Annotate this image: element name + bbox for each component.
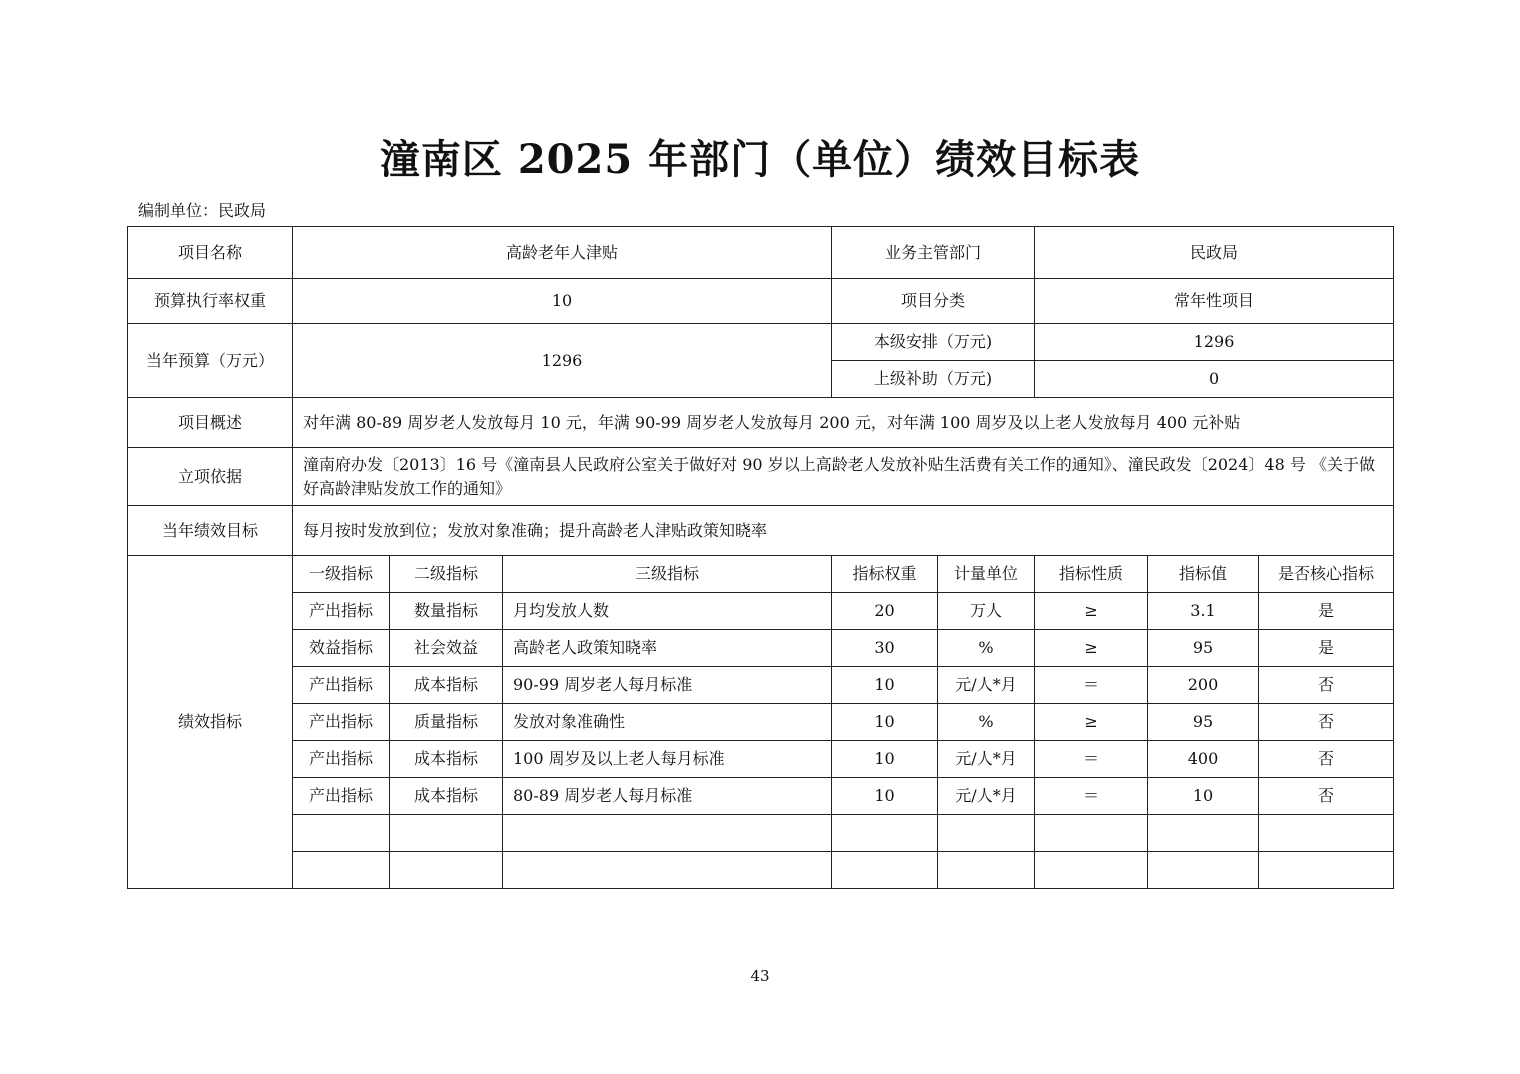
unit-cell: 元/人*月	[938, 741, 1035, 778]
level1-cell: 产出指标	[293, 704, 390, 741]
header-cell: 指标性质	[1035, 556, 1148, 593]
subsidy-label: 上级补助（万元)	[832, 361, 1035, 398]
nature-cell: ＝	[1035, 741, 1148, 778]
weight-cell: 10	[832, 778, 938, 815]
unit-cell: 元/人*月	[938, 667, 1035, 704]
performance-target-table	[127, 226, 1394, 889]
goal-value: 每月按时发放到位；发放对象准确；提升高龄老人津贴政策知晓率	[293, 506, 1394, 556]
table-row	[128, 667, 1394, 704]
level2-cell: 质量指标	[390, 704, 503, 741]
empty-cell	[293, 852, 390, 889]
exec-weight-label: 预算执行率权重	[128, 279, 293, 324]
page-number: 43	[750, 967, 770, 985]
core-cell: 否	[1259, 778, 1394, 815]
project-name-label: 项目名称	[128, 227, 293, 279]
local-budget-value: 1296	[1035, 324, 1394, 361]
table-row-empty	[128, 815, 1394, 852]
page-title: 潼南区 2025 年部门（单位）绩效目标表	[379, 136, 1141, 183]
budget-label: 当年预算（万元）	[128, 324, 293, 398]
table-row	[128, 778, 1394, 815]
unit-cell: 万人	[938, 593, 1035, 630]
nature-cell: ≥	[1035, 704, 1148, 741]
nature-cell: ≥	[1035, 593, 1148, 630]
table-row-empty	[128, 852, 1394, 889]
level2-cell: 成本指标	[390, 778, 503, 815]
empty-cell	[503, 815, 832, 852]
empty-cell	[1148, 815, 1259, 852]
table-row	[128, 704, 1394, 741]
subsidy-value: 0	[1035, 361, 1394, 398]
header-cell: 是否核心指标	[1259, 556, 1394, 593]
unit-cell: %	[938, 704, 1035, 741]
core-cell: 否	[1259, 667, 1394, 704]
weight-cell: 20	[832, 593, 938, 630]
table-row	[128, 741, 1394, 778]
empty-cell	[938, 852, 1035, 889]
empty-cell	[293, 815, 390, 852]
core-cell: 否	[1259, 704, 1394, 741]
overview-label: 项目概述	[128, 398, 293, 448]
dept-label: 业务主管部门	[832, 227, 1035, 279]
nature-cell: ＝	[1035, 667, 1148, 704]
weight-cell: 10	[832, 704, 938, 741]
level1-cell: 产出指标	[293, 778, 390, 815]
category-label: 项目分类	[832, 279, 1035, 324]
empty-cell	[832, 852, 938, 889]
empty-cell	[1035, 852, 1148, 889]
empty-cell	[1148, 852, 1259, 889]
level2-cell: 成本指标	[390, 741, 503, 778]
goal-label: 当年绩效目标	[128, 506, 293, 556]
weight-cell: 30	[832, 630, 938, 667]
exec-weight-value: 10	[293, 279, 832, 324]
header-cell: 计量单位	[938, 556, 1035, 593]
empty-cell	[390, 815, 503, 852]
empty-cell	[390, 852, 503, 889]
level3-cell: 发放对象准确性	[503, 704, 832, 741]
compiling-unit: 编制单位：民政局	[138, 201, 267, 220]
value-cell: 95	[1148, 630, 1259, 667]
value-cell: 200	[1148, 667, 1259, 704]
core-cell: 否	[1259, 741, 1394, 778]
budget-value: 1296	[293, 324, 832, 398]
empty-cell	[503, 852, 832, 889]
weight-cell: 10	[832, 741, 938, 778]
unit-cell: 元/人*月	[938, 778, 1035, 815]
level3-cell: 80-89 周岁老人每月标准	[503, 778, 832, 815]
level1-cell: 产出指标	[293, 741, 390, 778]
overview-value: 对年满 80-89 周岁老人发放每月 10 元，年满 90-99 周岁老人发放每月 200 元，对年满 100 周岁及以上老人发放每月 400 元补贴	[293, 398, 1394, 448]
nature-cell: ＝	[1035, 778, 1148, 815]
header-cell: 一级指标	[293, 556, 390, 593]
header-cell: 指标权重	[832, 556, 938, 593]
level2-cell: 成本指标	[390, 667, 503, 704]
header-cell: 指标值	[1148, 556, 1259, 593]
empty-cell	[1259, 815, 1394, 852]
table-row	[128, 630, 1394, 667]
empty-cell	[1259, 852, 1394, 889]
local-budget-label: 本级安排（万元)	[832, 324, 1035, 361]
basis-label: 立项依据	[128, 448, 293, 506]
level2-cell: 社会效益	[390, 630, 503, 667]
nature-cell: ≥	[1035, 630, 1148, 667]
level3-cell: 100 周岁及以上老人每月标准	[503, 741, 832, 778]
level3-cell: 高龄老人政策知晓率	[503, 630, 832, 667]
empty-cell	[1035, 815, 1148, 852]
value-cell: 400	[1148, 741, 1259, 778]
value-cell: 10	[1148, 778, 1259, 815]
header-cell: 三级指标	[503, 556, 832, 593]
header-cell: 二级指标	[390, 556, 503, 593]
table-row	[128, 593, 1394, 630]
level3-cell: 月均发放人数	[503, 593, 832, 630]
dept-value: 民政局	[1035, 227, 1394, 279]
empty-cell	[832, 815, 938, 852]
core-cell: 是	[1259, 593, 1394, 630]
value-cell: 3.1	[1148, 593, 1259, 630]
level2-cell: 数量指标	[390, 593, 503, 630]
level1-cell: 产出指标	[293, 667, 390, 704]
project-name-value: 高龄老年人津贴	[293, 227, 832, 279]
category-value: 常年性项目	[1035, 279, 1394, 324]
empty-cell	[938, 815, 1035, 852]
unit-cell: %	[938, 630, 1035, 667]
level1-cell: 产出指标	[293, 593, 390, 630]
level1-cell: 效益指标	[293, 630, 390, 667]
value-cell: 95	[1148, 704, 1259, 741]
basis-value: 潼南府办发〔2013〕16 号《潼南县人民政府公室关于做好对 90 岁以上高龄老人发放补贴生活费有关工作的通知》、潼民政发〔2024〕48 号 《关于做好高龄津贴发放工作的通知》	[293, 448, 1394, 506]
level3-cell: 90-99 周岁老人每月标准	[503, 667, 832, 704]
indicators-section-label: 绩效指标	[128, 556, 293, 889]
weight-cell: 10	[832, 667, 938, 704]
core-cell: 是	[1259, 630, 1394, 667]
